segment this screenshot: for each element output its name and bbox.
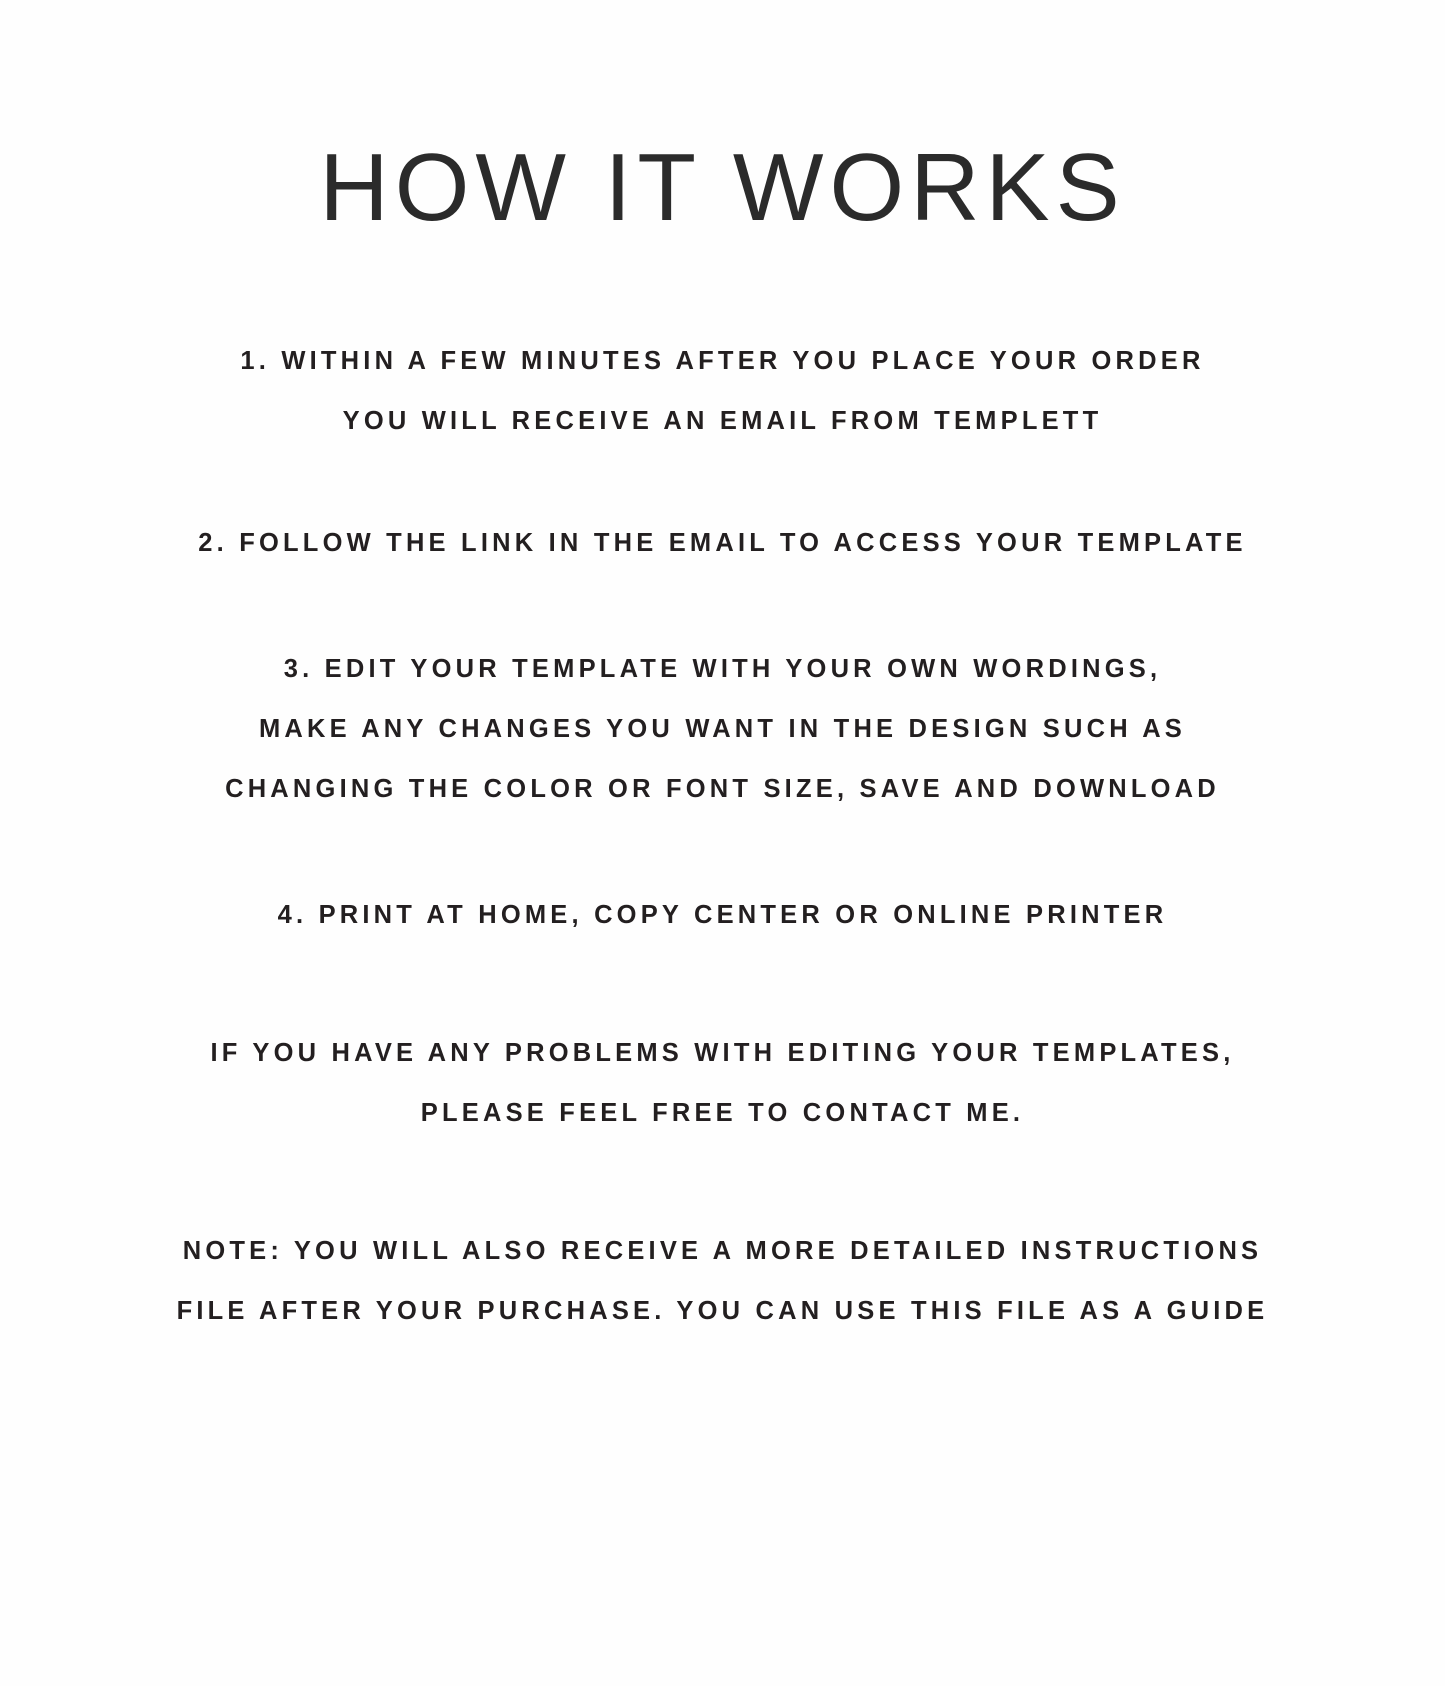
footer-note-line-2: FILE AFTER YOUR PURCHASE. YOU CAN USE THIS FILE AS A GUIDE (176, 1296, 1269, 1325)
page-title: HOW IT WORKS (319, 134, 1126, 241)
step-3-line-1: 3. EDIT YOUR TEMPLATE WITH YOUR OWN WORDINGS, (283, 654, 1162, 683)
step-2 (70, 513, 1375, 573)
step-2-line-1: 2. FOLLOW THE LINK IN THE EMAIL TO ACCESS YOUR TEMPLATE (198, 528, 1247, 557)
step-3-line-2: MAKE ANY CHANGES YOU WANT IN THE DESIGN SUCH AS (258, 714, 1187, 743)
step-1-line-2: YOU WILL RECEIVE AN EMAIL FROM TEMPLETT (342, 406, 1103, 435)
step-1-line-1: 1. WITHIN A FEW MINUTES AFTER YOU PLACE YOUR ORDER (240, 346, 1205, 375)
instructions-body (0, 331, 1445, 1341)
step-1 (70, 331, 1375, 451)
footer-note-line-1: NOTE: YOU WILL ALSO RECEIVE A MORE DETAILED INSTRUCTIONS (182, 1236, 1263, 1265)
step-3 (70, 639, 1375, 819)
support-note (70, 1023, 1375, 1143)
step-4 (70, 885, 1375, 945)
support-note-line-2: PLEASE FEEL FREE TO CONTACT ME. (420, 1098, 1025, 1127)
support-note-line-1: IF YOU HAVE ANY PROBLEMS WITH EDITING YOUR TEMPLATES, (210, 1038, 1235, 1067)
step-3-line-3: CHANGING THE COLOR OR FONT SIZE, SAVE AND DOWNLOAD (225, 774, 1220, 803)
footer-note (70, 1221, 1375, 1341)
step-4-line-1: 4. PRINT AT HOME, COPY CENTER OR ONLINE PRINTER (277, 900, 1168, 929)
